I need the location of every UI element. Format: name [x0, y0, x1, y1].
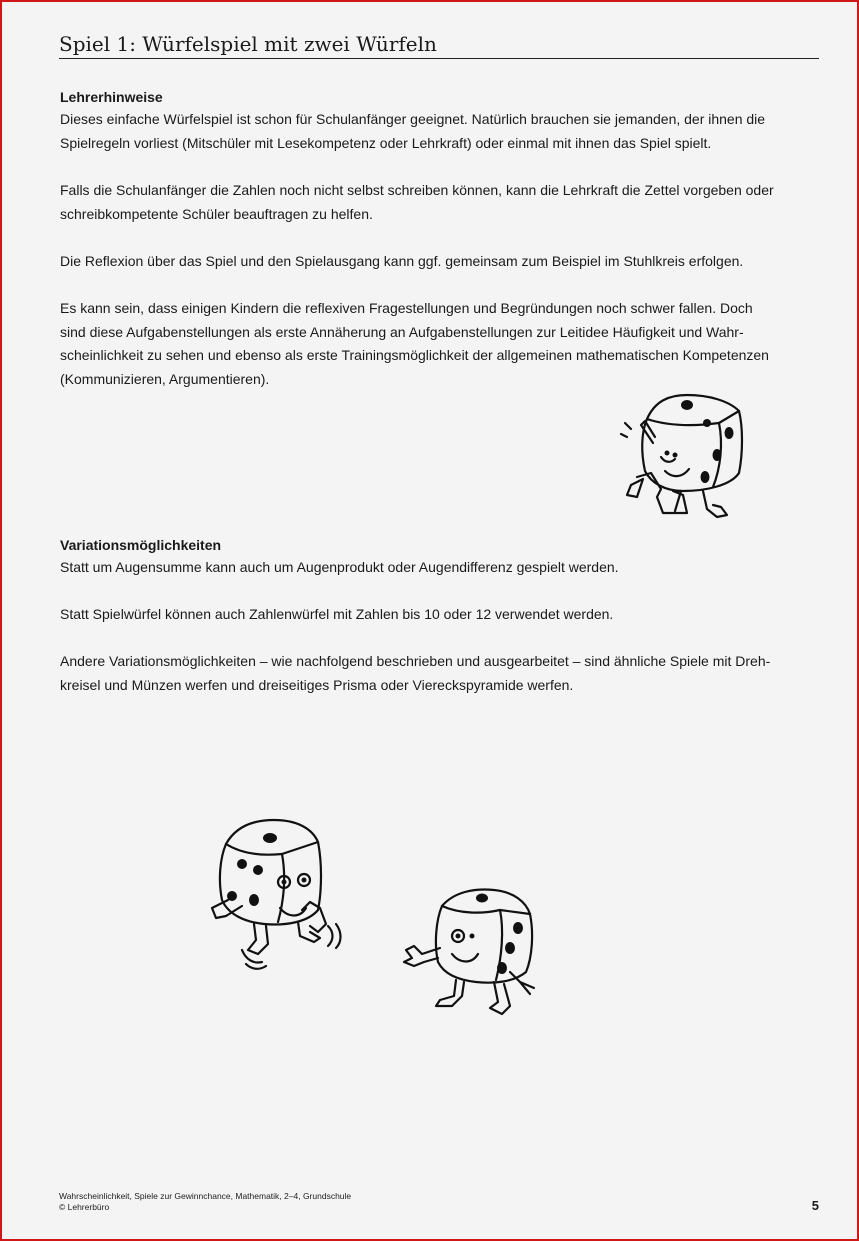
- text-line: Andere Variationsmöglichkeiten – wie nachfolgend beschrieben und ausgearbeitet – sind ähnliche Spiele mit Dreh-: [60, 653, 771, 669]
- text-line: (Kommunizieren, Argumentieren).: [60, 370, 270, 387]
- page-number: 5: [811, 1198, 819, 1213]
- paragraph: [60, 108, 820, 155]
- paragraph: [60, 650, 820, 697]
- paragraph: [60, 603, 820, 627]
- text-line: Es kann sein, dass einigen Kindern die reflexiven Fragestellungen und Begründungen noch schwer fallen. Doch: [60, 300, 753, 316]
- paragraph: [60, 556, 820, 580]
- page-title: Spiel 1: Würfelspiel mit zwei Würfeln: [59, 32, 819, 59]
- section-heading-variationsmoeglichkeiten: Variationsmöglichkeiten: [60, 537, 222, 553]
- text-line: sind diese Aufgabenstellungen als erste Annäherung an Aufgabenstellungen zur Leitidee Häufigkeit und Wahr-: [60, 323, 744, 340]
- footer-copyright: © Lehrerbüro: [59, 1202, 110, 1212]
- text-line: Falls die Schulanfänger die Zahlen noch nicht selbst schreiben können, kann die Lehrkraft die Zettel vorgeben oder: [60, 182, 774, 198]
- section-heading-lehrerhinweise: Lehrerhinweise: [60, 89, 163, 105]
- footer-source: Wahrscheinlichkeit, Spiele zur Gewinnchance, Mathematik, 2–4, Grundschule: [59, 1191, 352, 1201]
- text-line: Statt Spielwürfel können auch Zahlenwürfel mit Zahlen bis 10 oder 12 verwendet werden.: [60, 606, 614, 622]
- text-line: schreibkompetente Schüler beauftragen zu helfen.: [60, 205, 373, 222]
- text-line: Dieses einfache Würfelspiel ist schon für Schulanfänger geeignet. Natürlich brauchen sie jemanden, der ihnen die: [60, 111, 766, 127]
- text-line: Die Reflexion über das Spiel und den Spielausgang kann ggf. gemeinsam zum Beispiel im Stuhlkreis erfolgen.: [60, 253, 744, 269]
- writing-dice-illustration: [617, 387, 752, 527]
- text-line: Statt um Augensumme kann auch um Augenprodukt oder Augendifferenz gespielt werden.: [60, 559, 619, 575]
- paragraph: [60, 250, 820, 274]
- paragraph: [60, 297, 820, 391]
- text-line: scheinlichkeit zu sehen und ebenso als erste Trainingsmöglichkeit der allgemeinen mathematischen Kompetenzen: [60, 347, 769, 363]
- text-line: kreisel und Münzen werfen und dreiseitiges Prisma oder Viereckspyramide werfen.: [60, 676, 574, 693]
- paragraph: [60, 179, 820, 226]
- text-line: Spielregeln vorliest (Mitschüler mit Lesekompetenz oder Lehrkraft) oder einmal mit ihnen das Spiel spielt.: [60, 134, 712, 151]
- page-footer: [59, 1191, 351, 1213]
- waving-dice-illustration: [398, 884, 543, 1029]
- walking-dice-illustration: [202, 814, 357, 979]
